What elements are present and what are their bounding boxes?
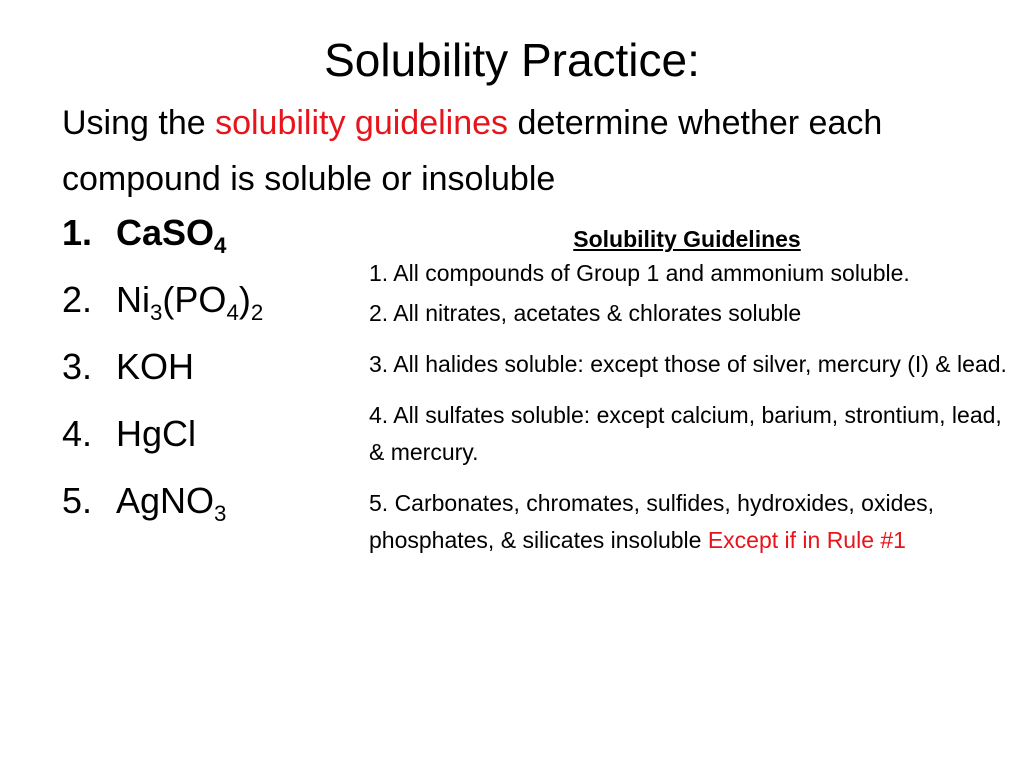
compound-item-3 — [62, 346, 263, 413]
formula-base: AgNO — [116, 480, 215, 521]
compound-formula — [116, 480, 227, 526]
guideline-rule-1: 1. All compounds of Group 1 and ammonium soluble. — [369, 260, 910, 286]
guideline-rule-4: 4. All sulfates soluble: except calcium, barium, strontium, lead, & mercury. — [369, 402, 1002, 465]
instructions-start: Using the — [62, 104, 216, 142]
guidelines-heading: Solubility Guidelines — [573, 226, 801, 252]
formula-part: (PO — [162, 279, 227, 320]
compound-formula — [116, 279, 264, 325]
formula-subscript: 2 — [250, 299, 264, 325]
instructions — [62, 95, 982, 207]
compound-formula: HgCl — [116, 413, 197, 454]
formula-part: ) — [238, 279, 251, 320]
compound-item-2 — [62, 279, 263, 346]
guideline-rule-5-text: 5. Carbonates, chromates, sulfides, hydroxides, oxides, phosphates, & silicates insoluble — [369, 490, 935, 553]
guideline-rule-3: 3. All halides soluble: except those of silver, mercury (I) & lead. — [369, 351, 1007, 377]
slide-title: Solubility Practice: — [324, 34, 700, 86]
guideline-rule-5-exception: Except if in Rule #1 — [707, 527, 906, 553]
formula-part: Ni — [116, 279, 150, 320]
compound-number: 4. — [62, 413, 93, 454]
instructions-highlight: solubility guidelines — [215, 104, 509, 142]
compound-item-1 — [62, 212, 263, 279]
compound-item-5 — [62, 480, 263, 547]
compound-number: 1. — [62, 212, 93, 253]
guideline-rule-2: 2. All nitrates, acetates & chlorates soluble — [369, 300, 802, 326]
compound-number: 5. — [62, 480, 93, 521]
compound-number: 2. — [62, 279, 93, 320]
formula-subscript: 4 — [214, 232, 227, 258]
compound-formula — [116, 212, 227, 258]
guideline-rule-5 — [369, 485, 1009, 559]
compound-list — [62, 212, 263, 547]
compound-item-4 — [62, 413, 263, 480]
formula-subscript: 3 — [150, 299, 163, 325]
compound-formula: KOH — [116, 346, 195, 387]
formula-subscript: 3 — [214, 500, 227, 526]
compound-number: 3. — [62, 346, 93, 387]
formula-subscript: 4 — [226, 299, 239, 325]
formula-base: CaSO — [116, 212, 215, 253]
instructions-end: determine whether each compound is soluble or insoluble — [62, 104, 883, 198]
solubility-guidelines — [369, 222, 1009, 559]
